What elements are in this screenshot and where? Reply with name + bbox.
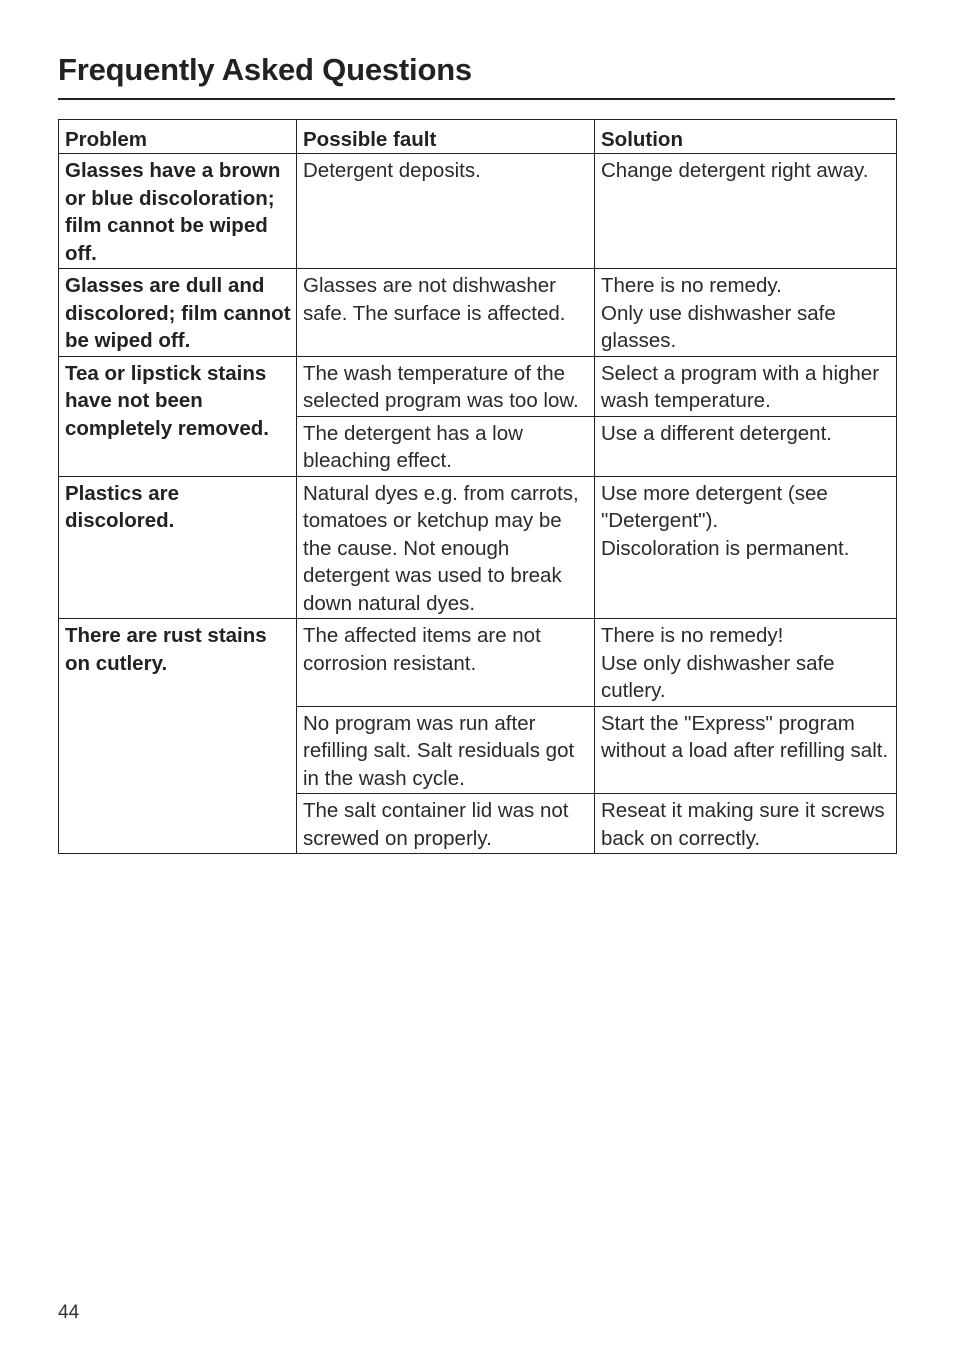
solution-cell: There is no remedy. Only use dishwasher safe glasses. (595, 269, 897, 357)
solution-cell: Select a program with a higher wash temperature. (595, 356, 897, 416)
problem-cell: Glasses are dull and discolored; film cannot be wiped off. (59, 269, 297, 357)
faq-table (58, 119, 897, 854)
fault-cell: The detergent has a low bleaching effect. (297, 416, 595, 476)
problem-cell: Plastics are discolored. (59, 476, 297, 619)
fault-cell: The salt container lid was not screwed on properly. (297, 794, 595, 854)
header-possible-fault: Possible fault (297, 120, 595, 154)
problem-cell: There are rust stains on cutlery. (59, 619, 297, 854)
fault-cell: The affected items are not corrosion resistant. (297, 619, 595, 707)
table-row (59, 269, 897, 357)
table-header-row (59, 120, 897, 154)
page-number: 44 (58, 1302, 80, 1323)
solution-cell: Use a different detergent. (595, 416, 897, 476)
table-row (59, 476, 897, 619)
page-title: Frequently Asked Questions (58, 52, 472, 87)
fault-cell: Natural dyes e.g. from carrots, tomatoes or ketchup may be the cause. Not enough detergent was used to break down natural dyes. (297, 476, 595, 619)
fault-cell: Detergent deposits. (297, 154, 595, 269)
solution-cell: Start the "Express" program without a load after refilling salt. (595, 706, 897, 794)
solution-cell: Use more detergent (see "Detergent"). Discoloration is permanent. (595, 476, 897, 619)
problem-cell: Glasses have a brown or blue discoloration; film cannot be wiped off. (59, 154, 297, 269)
solution-cell: Change detergent right away. (595, 154, 897, 269)
fault-cell: No program was run after refilling salt. Salt residuals got in the wash cycle. (297, 706, 595, 794)
solution-cell: There is no remedy! Use only dishwasher safe cutlery. (595, 619, 897, 707)
header-solution: Solution (595, 120, 897, 154)
title-divider (58, 98, 895, 100)
problem-cell: Tea or lipstick stains have not been completely removed. (59, 356, 297, 476)
table-row (59, 356, 897, 416)
table-row (59, 619, 897, 707)
table-row (59, 154, 897, 269)
fault-cell: Glasses are not dishwasher safe. The surface is affected. (297, 269, 595, 357)
header-problem: Problem (59, 120, 297, 154)
solution-cell: Reseat it making sure it screws back on correctly. (595, 794, 897, 854)
fault-cell: The wash temperature of the selected program was too low. (297, 356, 595, 416)
